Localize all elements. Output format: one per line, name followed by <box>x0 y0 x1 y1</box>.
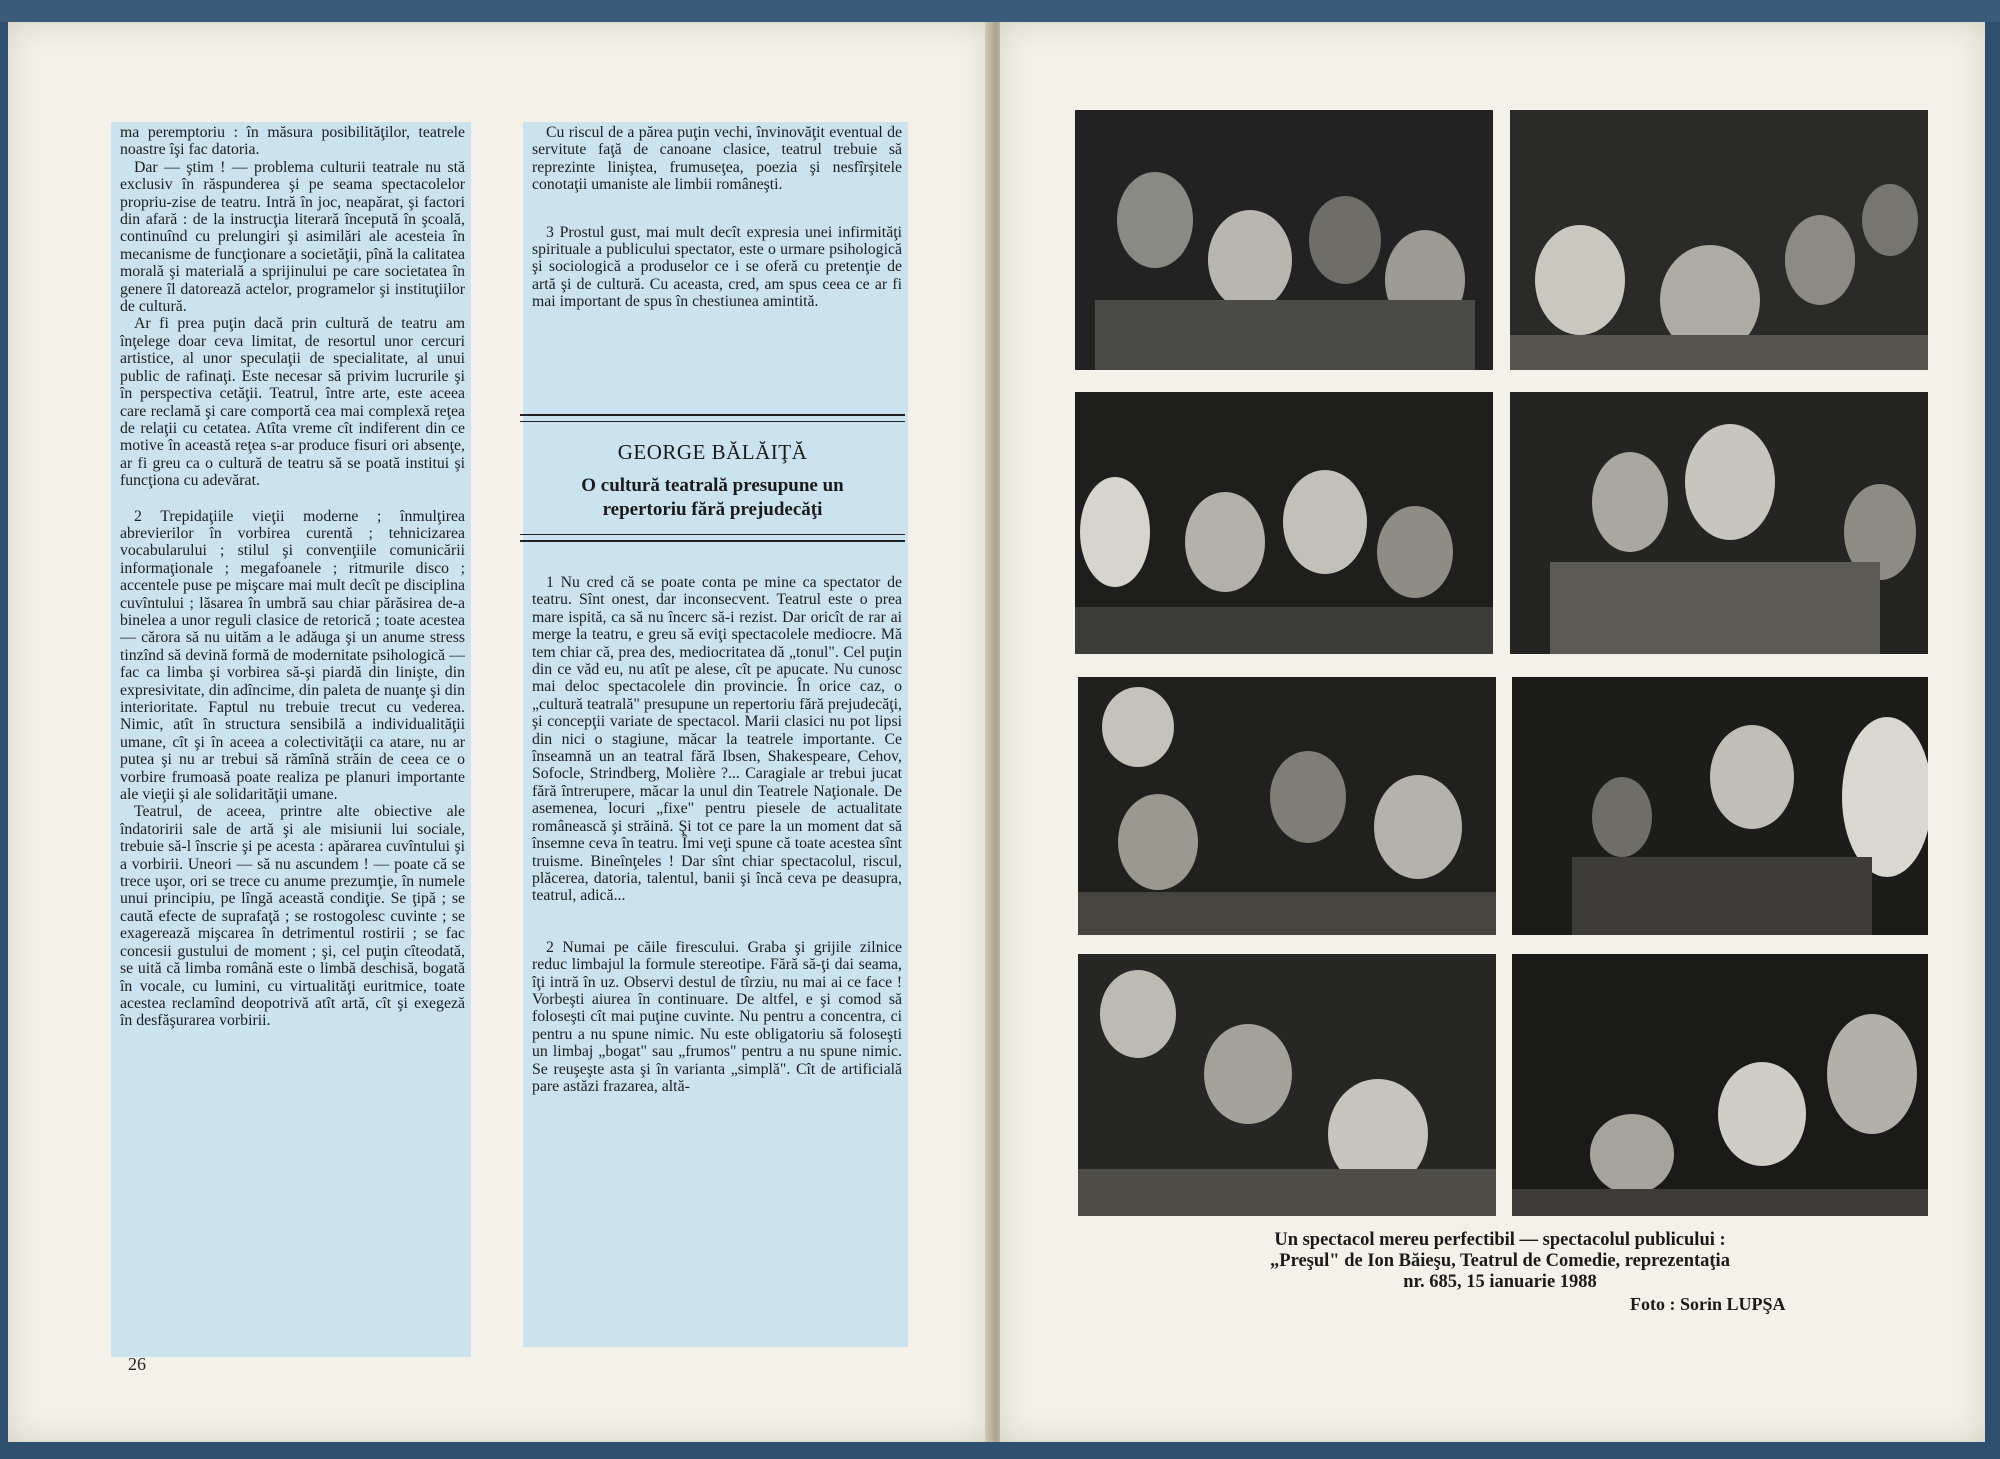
paragraph: ma peremptoriu : în măsura posibilităţilor, teatrele noastre îşi fac datoria. <box>120 124 465 159</box>
page-number: 26 <box>128 1354 146 1374</box>
rule-bottom-thin <box>520 534 905 535</box>
caption-line: Un spectacol mereu perfectibil — spectacolul publicului : <box>1274 1230 1726 1250</box>
book-cover-edge <box>0 0 2000 22</box>
audience-photo-5 <box>1078 677 1496 935</box>
photo-credit: Foto : Sorin LUPŞA <box>1630 1294 1786 1314</box>
rule-bottom-thick <box>520 540 905 542</box>
paragraph: Teatrul, de aceea, printre alte obiective ale îndatoririi sale de artă şi ale misiunii lui sociale, trebuie să-l înscrie şi pe acesta : apărarea cuvîntului şi a vorbirii. Uneori — să nu ascundem ! — poate că se trece uşor, ori se trece cu anume prezumţie, în numele unui principiu, pe lîngă această condiţie. Se ţipă ; se caută efecte de suprafaţă ; se rostogolesc cuvinte ; se exagerează mişcarea în detrimentul rostirii ; se fac concesii gustului de moment ; şi, cel puţin cîteodată, se uită că limba română este o limbă deschisă, bogată în vocale, cu lumini, cu virtualităţi euritmice, toate acestea reclamînd deopotrivă atît artă, cît şi exegeză în desfăşurarea vorbirii. <box>120 803 465 1030</box>
article-column-2-top <box>532 124 902 311</box>
rule-top-thick <box>520 414 905 416</box>
caption-line: nr. 685, 15 ianuarie 1988 <box>1403 1272 1597 1292</box>
right-page <box>1000 22 1985 1442</box>
audience-photo-1 <box>1075 110 1493 370</box>
audience-photo-2 <box>1510 110 1928 370</box>
audience-photo-7 <box>1078 954 1496 1216</box>
left-page <box>8 22 990 1442</box>
audience-photo-4 <box>1510 392 1928 654</box>
paragraph: Dar — ştim ! — problema culturii teatrale nu stă exclusiv în răspunderea şi pe seama spectacolelor propriu-zise de teatru. Intră în joc, neapărat, şi factori din afară : de la instrucţia literară începută în şcoală, continuînd cu prelungiri şi asimilări ale acesteia în mecanisme de funcţionare a societăţii, pînă la calitatea morală şi materială a sprijinului pe care societatea în genere îl datorează actelor, programelor şi instituţiilor de cultură. <box>120 158 465 316</box>
photo-caption <box>1130 1230 1870 1293</box>
caption-line: „Preşul" de Ion Băieşu, Teatrul de Comedie, reprezentaţia <box>1270 1251 1730 1271</box>
audience-photo-6 <box>1512 677 1928 935</box>
paragraph: 3 Prostul gust, mai mult decît expresia unei infirmităţi spirituale a publicului spectator, este o urmare psihologică şi sociologică a produselor ce i se oferă cu pretenţie de artă şi de cultură. Cu aceasta, cred, am spus ceea ce ar fi mai important de spus în chestiunea amintită. <box>532 223 902 311</box>
paragraph: Ar fi prea puţin dacă prin cultură de teatru am înţelege doar ceva limitat, de resortul unor cercuri artistice, al unor speculaţii de specialitate, al unui public de rafinaţi. Este necesar să privim lucrurile şi în perspectiva cetăţii. Teatrul, între arte, este aceea care reclamă şi care comportă cea mai complexă reţea de relaţii cu cetatea. Atîta vreme cît indiferent din ce motive în această reţea s-ar produce fisuri ori absenţe, ar fi greu ca o cultură de teatru să se poată institui şi funcţiona cu adevărat. <box>120 315 465 490</box>
article-headline: O cultură teatrală presupune un repertoriu fără prejudecăţi <box>581 475 844 520</box>
audience-photo-8 <box>1512 954 1928 1216</box>
paragraph: 2 Trepidaţiile vieţii moderne ; înmulţirea abrevierilor în vorbirea curentă ; tehnicizarea vocabularului ; stilul şi convenţiile comunicării informaţionale ; megafoanele ; ritmurile disco ; accentele puse pe mişcare mai mult decît pe disciplina cuvîntului ; lăsarea în umbră sau chiar părăsirea de-a binelea a unor reguli clasice de retorică ; toate acestea — cărora să nu uităm a le adăuga şi un anume stress tinzînd să devină formă de modernitate psihologică — fac ca limba şi vorbirea să-şi piardă din linişte, din expresivitate, din adîncime, din paleta de nuanţe şi din interioritate. Faptul nu trebuie trecut cu vederea. Nimic, atît în structura sensibilă a individualităţii umane, cît şi în aceea a colectivităţii ca atare, nu ar putea şi nu ar trebui să rămînă străin de ceea ce o vorbire frumoasă poate realiza pe planuri importante ale vieţii şi ale solidarităţii umane. <box>120 507 465 804</box>
article-column-2-bottom <box>532 574 902 1095</box>
audience-photo-3 <box>1075 392 1493 654</box>
article-author: GEORGE BĂLĂIŢĂ <box>617 440 808 464</box>
paragraph: 2 Numai pe căile firescului. Graba şi grijile zilnice reduc limbajul la formule stereotipe. Fără să-ţi dai seama, îţi intră în uz. Observi destul de tîrziu, nu mai ai ce face ! Vorbeşti aiurea în continuare. De altfel, e şi comod să foloseşti cît mai puţine cuvinte. Nu pentru a concentra, ci pentru a nu spune nimic. Nu este obligatoriu să foloseşti un limbaj „bogat" sau „frumos" pentru a nu spune nimic. Se reuşeşte asta şi în varianta „simplă". Cît de artificială pare astăzi frazarea, altă- <box>532 938 902 1095</box>
rule-top-thin <box>520 421 905 422</box>
paragraph: Cu riscul de a părea puţin vechi, învinovăţit eventual de servitute faţă de canoane clasice, teatrul trebuie să reprezinte liniştea, frumuseţea, poezia şi nesfîrşitele conotaţii umaniste ale limbii româneşti. <box>532 124 902 194</box>
article-column-1 <box>120 124 465 1030</box>
paragraph: 1 Nu cred că se poate conta pe mine ca spectator de teatru. Sînt onest, dar inconsecvent. Teatrul este o prea mare ispită, ca să nu încerc să-i rezist. Dar oricît de rar ai merge la teatru, e greu să eviţi spectacolele mediocre. Mă tem chiar că, prea des, mediocritatea dă „tonul". Cel puţin din ce văd eu, nu atît pe alese, cît pe apucate. Nu cunosc mai deloc spectacolele din provincie. În orice caz, o „cultură teatrală" presupune un repertoriu fără prejudecăţi, şi concepţii variate de spectacol. Marii clasici nu pot lipsi din nici o stagiune, măcar la teatrele importante. Ce înseamnă un an teatral fără Ibsen, Shakespeare, Cehov, Sofocle, Strindberg, Molière ?... Caragiale ar trebui jucat fără întrerupere, măcar la unul din Teatrele Naţionale. De asemenea, locuri „fixe" pentru piesele de actualitate românească şi străină. Şi tot ce pare la un moment dat să însemne ceva în teatru. Îmi veţi spune că toate acestea sînt truisme. Bineînţeles ! Dar sînt chiar spectacolul, riscul, plăcerea, datoria, talentul, banii şi încă ceva pe deasupra, teatrul, adică... <box>532 574 902 905</box>
